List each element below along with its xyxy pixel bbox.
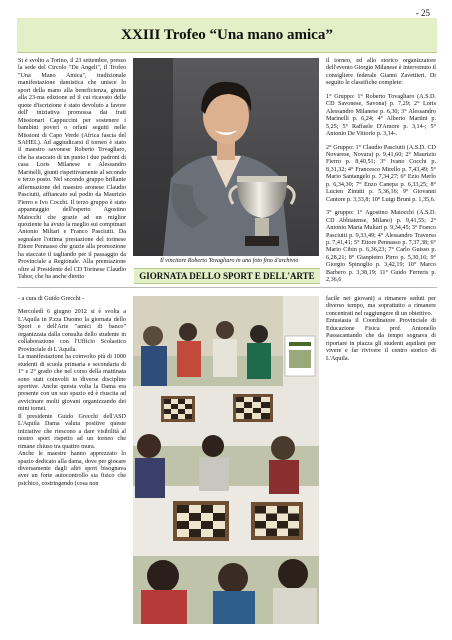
checkerboard-icon: [251, 502, 303, 540]
bottom-left-column: [18, 296, 126, 488]
article-paragraph: Entusiasta il Coordinatore Provinciale di Educazione Fisica prof. Antonello Passacantando che da tempo sognava di riportare in piazza gli studenti aquilani per vivere e far rivivere il centro storico di L'Aquila.: [326, 318, 436, 362]
section-divider: [17, 287, 437, 288]
article-paragraph: La manifestazione ha coinvolto più di 1000 studenti di scuola primaria e secondaria di 1° e 2° grado che nel corso della mattinata sono stati coinvolti in diverse discipline sportive. Anche questa volta la Dama era presente con un suo spazio ed è riuscita ad avvicinare molti giovani organizzando dei mini tornei.: [18, 354, 126, 413]
page-number: - 25: [415, 8, 430, 18]
article-left-column: [18, 58, 126, 282]
article-byline: - a cura di Guido Grecchi -: [18, 296, 85, 302]
article-paragraph: Anche le maestre hanno apprezzato lo spazio dedicato alla dama, dove per giocare diversamente dagli altri sport bisognava aver un forte autocontrollo sia fisico che psichico, costringendo (cosa non: [18, 451, 126, 487]
winner-photo: [133, 58, 319, 256]
section-header-banner: [134, 268, 320, 284]
article-title: XXIII Trofeo “Una mano amica”: [121, 27, 333, 43]
article-title-banner: [17, 18, 437, 53]
article-paragraph: facile nei giovani) a rimanere seduti per diverso tempo, ma soprattutto a rimanere concentrati nel raggiungere di un obiettivo.: [326, 296, 436, 317]
event-photo: [133, 296, 319, 624]
results-group-1: 1° Gruppo: 1° Roberto Tovagliaro (A.S.D. CD Savonese, Savona) p. 7,29; 2° Loris Alessandro Milanese p. 6,30; 3° Alessandro Marinelli p. 6,24; 4° Alberto Martini p. 5,25; 5° Raffaele D'Amore p. 3,14-; 5° Antonio De Vittorio p. 3,14-.: [326, 93, 436, 138]
results-column: [326, 58, 436, 285]
photo-caption: Il vincitore Roberto Tovagliaro in una foto fino d'archivio: [160, 258, 299, 264]
checkerboard-icon: [161, 396, 195, 422]
winner-photo-illustration: [133, 58, 319, 256]
checkerboard-icon: [173, 501, 229, 541]
bottom-right-column: [326, 296, 436, 363]
results-group-2: 2° Gruppo: 1° Claudio Pasciutti (A.S.D. CD Novarese, Novara) p. 9,41,60; 2° Maurizio Fierro p. 8,40,51; 3° Ivano Cocchi p. 8,31,32; 4° Francesco Mirello p. 7,43,49; 5° Mario Santangelo p. 7,34,27; 6° Ezio Merlo p. 6,34,30; 7° Enzo Canepa p. 6,33,25; 8° Lucien Zinutti p. 5,36,16; 9° Giovanni Cantore p. 3,33,8; 10° Luigi Bruni p. 1,35,6.: [326, 144, 436, 203]
section-title: GIORNATA DELLO SPORT E DELL'ARTE: [139, 271, 315, 281]
article-paragraph: Mercoledì 6 giugno 2012 si è svolta a L'Aquila in P.zza Duomo la giornata dello Sport e dell'Arte "amici di banco" organizzata dalla consulta dello studente in collaborazione con l'Ufficio Scolastico Provinciale di L'Aquila.: [18, 309, 126, 353]
event-photo-illustration: [133, 296, 319, 624]
checkerboard-icon: [233, 394, 273, 422]
article-paragraph: il torneo, ed allo storico organizzatore dell'evento Giorgio Milanese è intervenuto il consigliere federale Gianni Zavettieri. Di seguito le classifiche complete:: [326, 58, 436, 87]
article-paragraph: Si è svolto a Torino, il 23 settembre, presso la sede del Circolo "De Angeli", il Trofeo "Una Mano Amica", tradizionale manifestazione damistica che unisce lo sport della mano alla beneficienza, giunta alla 23-ma edizione ed il cui ricavato delle quote d'iscrizione è stato devoluto a favore dell' iniziativa promossa dai frati Missionari Cappuccini per sostenere i bambini poveri o orfani seguiti nelle Missioni di Capo Verde (Africa fascia del SAHEL). Ad aggiudicarsi il torneo è stato il maestro savonese Roberto Tovagliaro, che ha staccato di un punto i due padroni di casa Loris Milanese e Alessandro Marinelli, giunti rispettivamente al secondo e terzo posto. Nel secondo gruppo brillante affermazione del maestro aronese Claudio Pasciutti, affiancato sul podio da Maurizio Fierro e Ivo Cocchi. Il terzo gruppo è stato appannaggio dell'esperto Agostino Maiocchi che grazie ad un miglior quoziente ha avuto la meglio sui compimari Antonio Miltari e Franco Pasciutti. Da segnalare l'ottima prestazione del torinese Ettore Pennasso che grazie alla promozione ha staccato il tagliando per il passaggio da Provinciale a Regionale. Alla premiazione oltre al Presidente del CD Torinese Claudio Tabor, che ha anche diretto: [18, 58, 126, 281]
article-paragraph: Il presidente Guido Grecchi dell'ASD L'Aquila Dama valuta positive queste iniziative che riescono a dare visibilità al nostro sport rispetto ad un torneo che rimane chiuso tra quattro mura.: [18, 413, 126, 450]
results-group-3: 3° gruppo: 1° Agostino Maiocchi (A.S.D. CD Abbiatense, Milano) p. 9,41,55; 2° Antonio Maria Multari p. 9,34,45; 3° Franco Pasciutti p. 9,33,49; 4° Alessandro Traverso p. 7,41,41; 5° Ettore Pennasso p. 7,37,38; 6° Mario Cibin p. 6,36,23; 7° Carlo Guisso p. 6,28,21; 8° Gianpietro Pirro p. 5,30,16; 9° Giorgio Spinoglio p. 3,42,19; 10° Marco Barbero p. 3,38,19; 11° Guido Ferreris p. 2,36,6: [326, 210, 436, 284]
